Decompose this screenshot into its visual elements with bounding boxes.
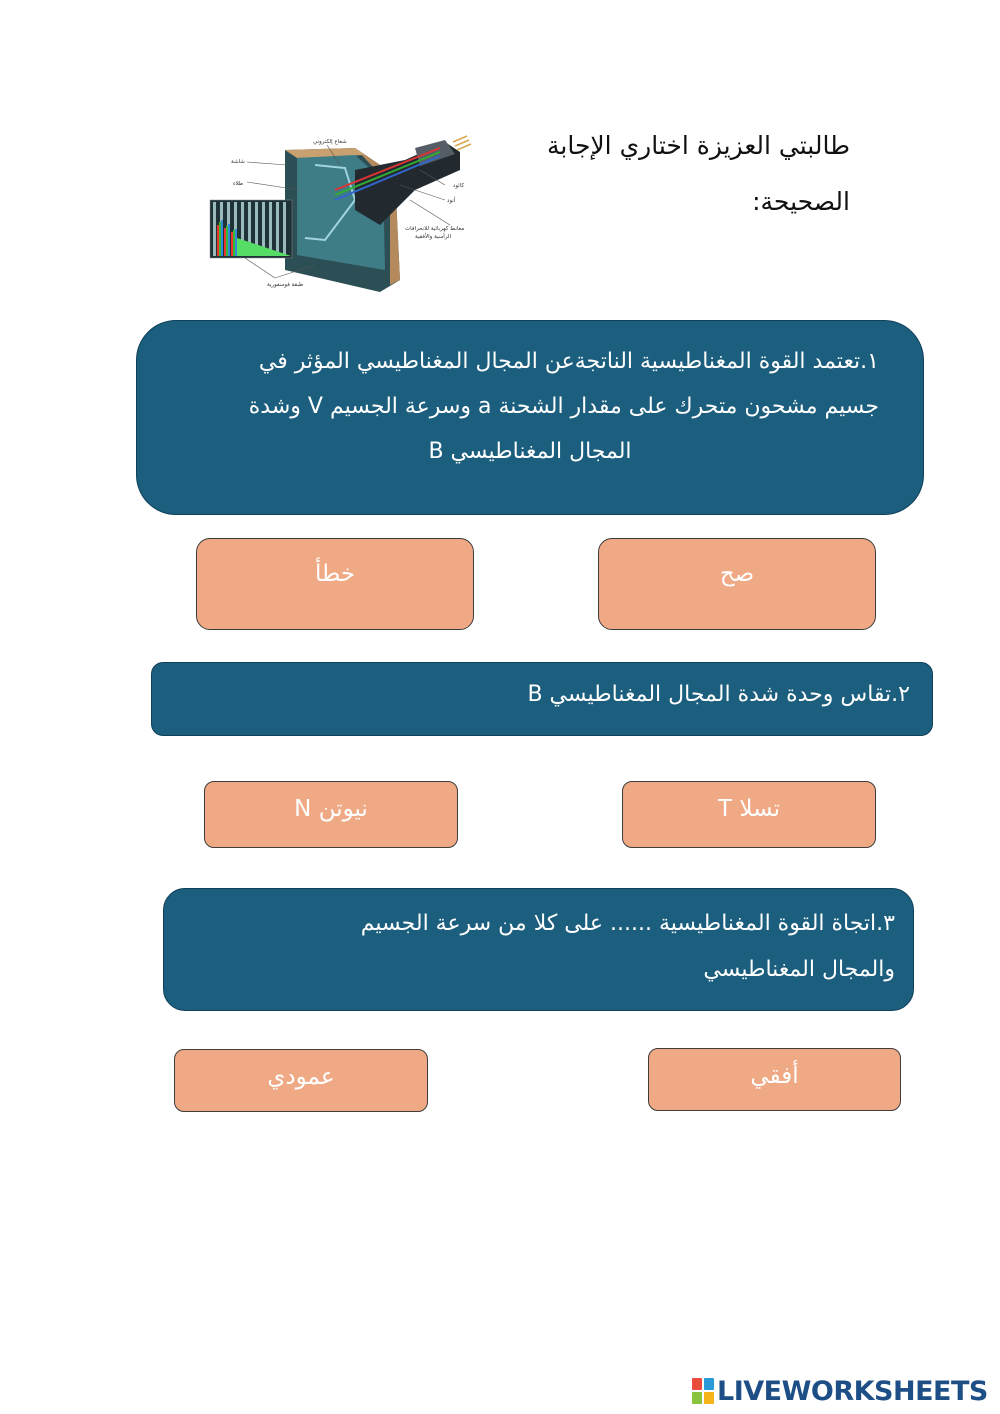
liveworksheets-logo — [692, 1373, 988, 1409]
question-3-line-1: ٣.اتجاة القوة المغناطيسية ...... على كلا من سرعة الجسيم — [360, 911, 895, 936]
question-2 — [151, 662, 933, 736]
answer-vertical-button[interactable] — [174, 1049, 428, 1112]
label-cathode: كاثود — [453, 183, 465, 189]
label-anode: أنود — [447, 198, 456, 204]
answer-true-label: صح — [719, 561, 755, 587]
instruction-text — [500, 118, 850, 230]
brand-name: LIVEWORKSHEETS — [717, 1375, 988, 1407]
answer-horizontal-button[interactable] — [648, 1048, 901, 1111]
label-magnets: مغانط كهربائية للانحرافات — [405, 226, 465, 232]
question-3-line-2: والمجال المغناطيسي — [703, 957, 895, 982]
question-1 — [136, 320, 924, 515]
logo-grid-icon — [692, 1378, 714, 1404]
answer-tesla-label: تسلا T — [717, 796, 781, 822]
label-electron-beam: شعاع إلكتروني — [313, 139, 347, 145]
crt-diagram — [205, 130, 495, 295]
answer-newton-label: نيوتن N — [294, 796, 368, 822]
answer-tesla-button[interactable] — [622, 781, 876, 848]
label-screen: شاشة — [231, 159, 245, 165]
answer-true-button[interactable] — [598, 538, 876, 630]
label-coating: طلاء — [233, 181, 244, 187]
answer-vertical-label: عمودي — [267, 1064, 335, 1090]
label-phosphor: طبقة فوسفورية — [267, 282, 304, 288]
label-magnets-2: الرأسية والأفقية — [415, 234, 452, 240]
question-3 — [163, 888, 914, 1011]
answer-newton-button[interactable] — [204, 781, 458, 848]
answer-false-button[interactable] — [196, 538, 474, 630]
question-1-line-1: ١.تعتمد القوة المغناطيسية الناتجةعن المجال المغناطيسي المؤثر في — [258, 349, 879, 374]
answer-false-label: خطأ — [314, 561, 356, 587]
question-1-line-2: جسيم مشحون متحرك على مقدار الشحنة a وسرعة الجسيم V وشدة — [248, 394, 879, 419]
instruction-line-2: الصحيحة: — [752, 187, 850, 216]
question-1-line-3: المجال المغناطيسي B — [428, 439, 632, 464]
answer-horizontal-label: أفقي — [750, 1063, 799, 1089]
question-2-line-1: ٢.تقاس وحدة شدة المجال المغناطيسي B — [527, 682, 910, 707]
instruction-line-1: طالبتي العزيزة اختاري الإجابة — [546, 131, 850, 160]
